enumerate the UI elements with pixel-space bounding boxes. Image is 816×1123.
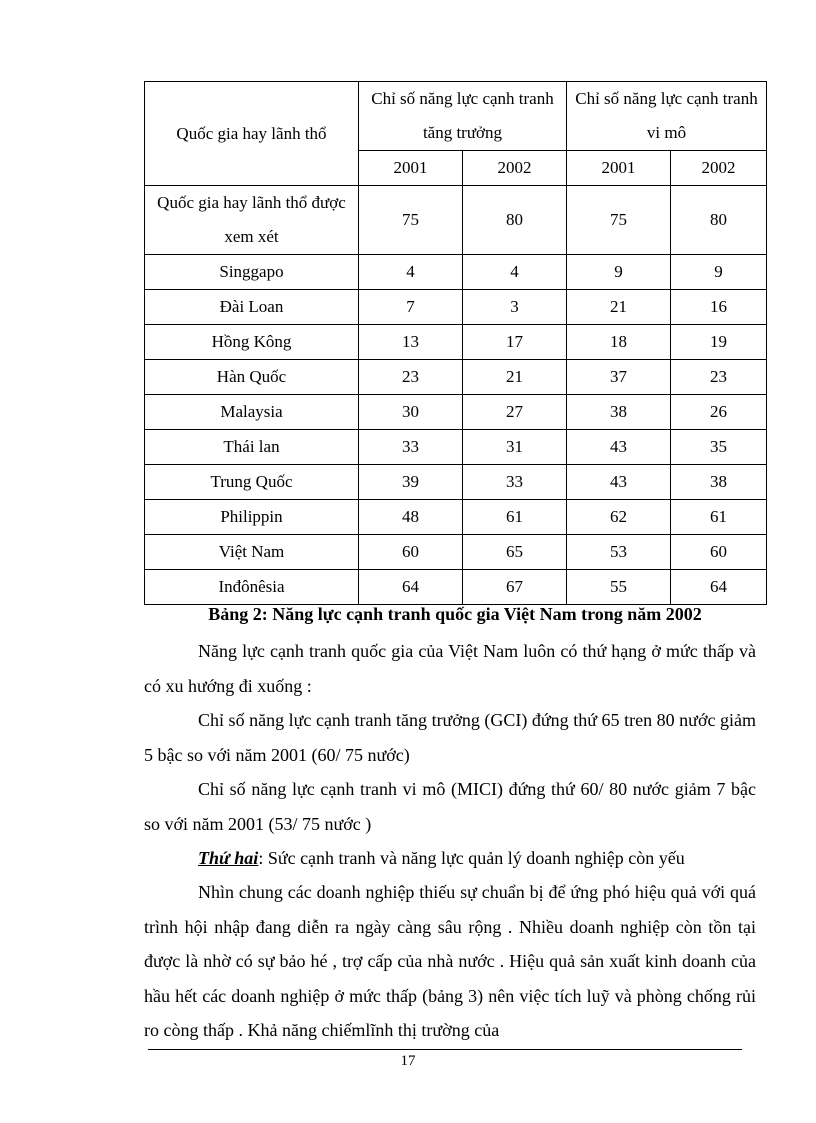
value-cell: 13 (359, 325, 463, 360)
country-cell: Quốc gia hay lãnh thổ được xem xét (145, 186, 359, 255)
country-cell: Trung Quốc (145, 465, 359, 500)
value-cell: 80 (671, 186, 767, 255)
value-cell: 64 (671, 570, 767, 605)
table-row (145, 395, 767, 430)
value-cell: 27 (463, 395, 567, 430)
country-cell: Thái lan (145, 430, 359, 465)
header-country: Quốc gia hay lãnh thổ (145, 82, 359, 186)
paragraph-mici: Chỉ số năng lực cạnh tranh vi mô (MICI) đứng thứ 60/ 80 nước giảm 7 bậc so với năm 2001 (53/ 75 nước ) (144, 779, 756, 834)
value-cell: 4 (463, 255, 567, 290)
table-row (145, 255, 767, 290)
table-row (145, 290, 767, 325)
value-cell: 65 (463, 535, 567, 570)
table-row (145, 360, 767, 395)
paragraph-intro: Năng lực cạnh tranh quốc gia của Việt Nam luôn có thứ hạng ở mức thấp và có xu hướng đi xuống : (144, 641, 756, 696)
value-cell: 60 (671, 535, 767, 570)
year-header: 2001 (567, 151, 671, 186)
value-cell: 4 (359, 255, 463, 290)
value-cell: 37 (567, 360, 671, 395)
value-cell: 61 (463, 500, 567, 535)
paragraph-gci: Chỉ số năng lực cạnh tranh tăng trưởng (GCI) đứng thứ 65 tren 80 nước giảm 5 bậc so với năm 2001 (60/ 75 nước) (144, 710, 756, 765)
header-gci: Chỉ số năng lực cạnh tranh tăng trưởng (359, 82, 567, 151)
value-cell: 53 (567, 535, 671, 570)
table-row (145, 325, 767, 360)
value-cell: 21 (567, 290, 671, 325)
value-cell: 60 (359, 535, 463, 570)
value-cell: 7 (359, 290, 463, 325)
value-cell: 17 (463, 325, 567, 360)
section-heading-text: : Sức cạnh tranh và năng lực quản lý doanh nghiệp còn yếu (258, 848, 685, 868)
page-number: 17 (400, 1053, 416, 1069)
value-cell: 39 (359, 465, 463, 500)
table-row (145, 186, 767, 255)
competitiveness-table (144, 81, 767, 605)
value-cell: 67 (463, 570, 567, 605)
table-row (145, 465, 767, 500)
table-row (145, 430, 767, 465)
country-cell: Malaysia (145, 395, 359, 430)
value-cell: 18 (567, 325, 671, 360)
country-cell: Đài Loan (145, 290, 359, 325)
value-cell: 30 (359, 395, 463, 430)
value-cell: 33 (359, 430, 463, 465)
table-caption: Bảng 2: Năng lực cạnh tranh quốc gia Việt Nam trong năm 2002 (208, 604, 702, 624)
value-cell: 64 (359, 570, 463, 605)
table-header-row (145, 82, 767, 151)
paragraph-body: Nhìn chung các doanh nghiệp thiếu sự chuẩn bị để ứng phó hiệu quả với quá trình hội nhập đang diễn ra ngày càng sâu rộng . Nhiều doanh nghiệp còn tồn tại được là nhờ có sự bảo hé , trợ cấp của nhà nước . Hiệu quả sản xuất kinh doanh của hầu hết các doanh nghiệp ở mức thấp (bảng 3) nên việc tích luỹ và phòng chống rủi ro còng thấp . Khả năng chiếmlĩnh thị trường của (144, 882, 756, 1040)
value-cell: 43 (567, 465, 671, 500)
year-header: 2002 (463, 151, 567, 186)
value-cell: 75 (359, 186, 463, 255)
year-header: 2002 (671, 151, 767, 186)
year-header: 2001 (359, 151, 463, 186)
footer-divider (148, 1049, 742, 1050)
value-cell: 33 (463, 465, 567, 500)
country-cell: Việt Nam (145, 535, 359, 570)
value-cell: 61 (671, 500, 767, 535)
value-cell: 23 (671, 360, 767, 395)
value-cell: 38 (567, 395, 671, 430)
value-cell: 21 (463, 360, 567, 395)
value-cell: 38 (671, 465, 767, 500)
country-cell: Philippin (145, 500, 359, 535)
value-cell: 16 (671, 290, 767, 325)
header-mici: Chỉ số năng lực cạnh tranh vi mô (567, 82, 767, 151)
value-cell: 75 (567, 186, 671, 255)
table-row (145, 570, 767, 605)
section-lead: Thứ hai (198, 848, 259, 868)
value-cell: 3 (463, 290, 567, 325)
country-cell: Singgapo (145, 255, 359, 290)
country-cell: Inđônêsia (145, 570, 359, 605)
value-cell: 9 (567, 255, 671, 290)
value-cell: 80 (463, 186, 567, 255)
value-cell: 9 (671, 255, 767, 290)
value-cell: 19 (671, 325, 767, 360)
country-cell: Hàn Quốc (145, 360, 359, 395)
value-cell: 48 (359, 500, 463, 535)
value-cell: 26 (671, 395, 767, 430)
paragraph-section-heading (144, 841, 756, 876)
country-cell: Hồng Kông (145, 325, 359, 360)
value-cell: 43 (567, 430, 671, 465)
table-row (145, 535, 767, 570)
table-row (145, 500, 767, 535)
value-cell: 62 (567, 500, 671, 535)
value-cell: 35 (671, 430, 767, 465)
value-cell: 31 (463, 430, 567, 465)
value-cell: 55 (567, 570, 671, 605)
value-cell: 23 (359, 360, 463, 395)
